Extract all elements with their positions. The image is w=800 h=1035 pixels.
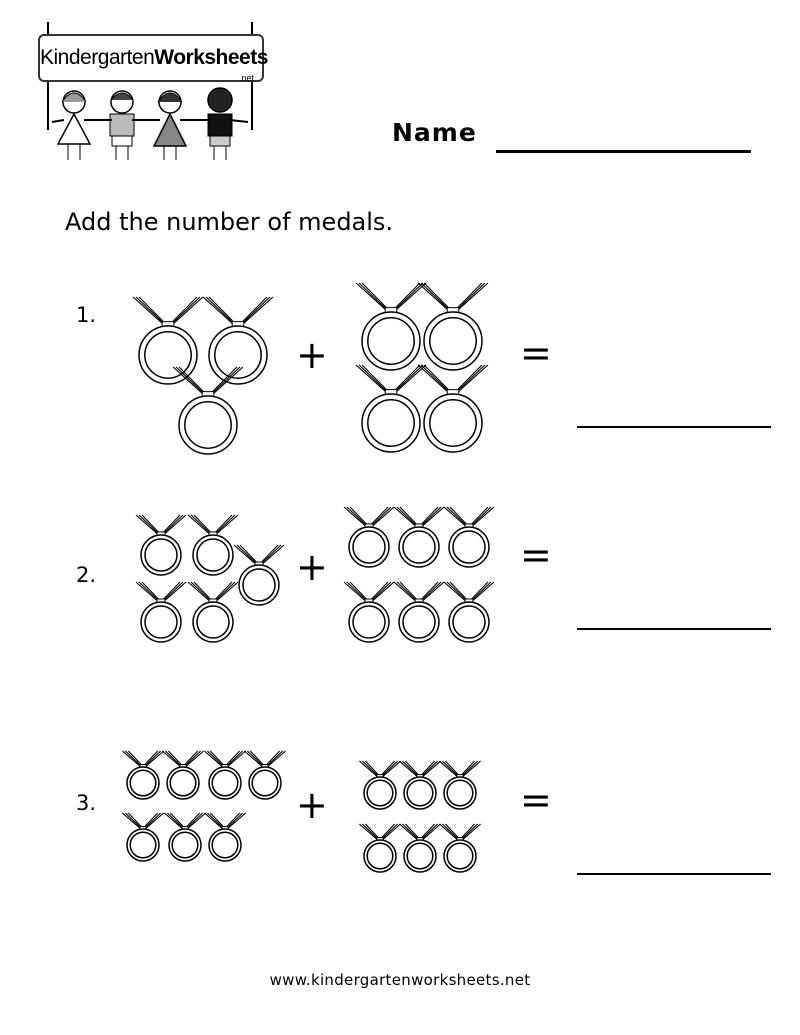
medal-icon [234, 545, 284, 605]
problem-2-plus: + [296, 545, 328, 589]
medal-icon [356, 283, 426, 370]
medal-icon [136, 582, 186, 642]
medal-icon [204, 751, 245, 799]
problem-2-number: 2. [76, 563, 97, 587]
medal-icon [344, 582, 394, 642]
medal-icon [204, 813, 245, 861]
problem-2-answer-line[interactable] [577, 628, 771, 630]
medal-icon [133, 297, 203, 384]
problem-3-right-medals [352, 745, 492, 880]
logo-text-worksheets: Worksheets [154, 46, 268, 69]
problem-1-plus: + [296, 333, 328, 377]
medal-icon [439, 824, 480, 872]
problem-3-number: 3. [76, 791, 97, 815]
medal-icon [162, 751, 203, 799]
medal-icon [439, 761, 480, 809]
medal-icon [359, 761, 400, 809]
medal-icon [444, 507, 494, 567]
problem-1-right-medals [345, 275, 505, 465]
medal-icon [188, 582, 238, 642]
medal-icon [356, 365, 426, 452]
medal-icon [164, 813, 205, 861]
problem-2-right-medals [337, 495, 507, 655]
logo-suffix: .net [238, 73, 254, 83]
logo-text-kinder: Kindergarten [40, 46, 155, 69]
name-label: Name [392, 118, 477, 147]
medal-icon [122, 813, 163, 861]
problem-3-left-medals [115, 737, 300, 867]
problem-3-equals: = [520, 778, 552, 822]
problem-1-answer-line[interactable] [577, 426, 771, 428]
logo-wordmark [38, 34, 268, 82]
medal-icon [418, 283, 488, 370]
medal-icon [399, 761, 440, 809]
site-logo [30, 22, 266, 172]
problem-2-equals: = [520, 533, 552, 577]
medal-icon [244, 751, 285, 799]
medal-icon [136, 515, 186, 575]
medal-icon [188, 515, 238, 575]
name-writing-line[interactable] [496, 150, 751, 153]
medal-icon [122, 751, 163, 799]
medal-icon [444, 582, 494, 642]
medal-icon [394, 507, 444, 567]
problem-1-left-medals [120, 275, 280, 465]
medal-icon [418, 365, 488, 452]
medal-icon [359, 824, 400, 872]
problem-1-equals: = [520, 331, 552, 375]
medal-icon [344, 507, 394, 567]
footer-url: www.kindergartenworksheets.net [269, 971, 531, 989]
problem-1-number: 1. [76, 303, 97, 327]
problem-3-answer-line[interactable] [577, 873, 771, 875]
problem-3-plus: + [296, 783, 328, 827]
instructions: Add the number of medals. [65, 208, 394, 236]
medal-icon [394, 582, 444, 642]
problem-2-left-medals [125, 500, 295, 650]
medal-icon [399, 824, 440, 872]
